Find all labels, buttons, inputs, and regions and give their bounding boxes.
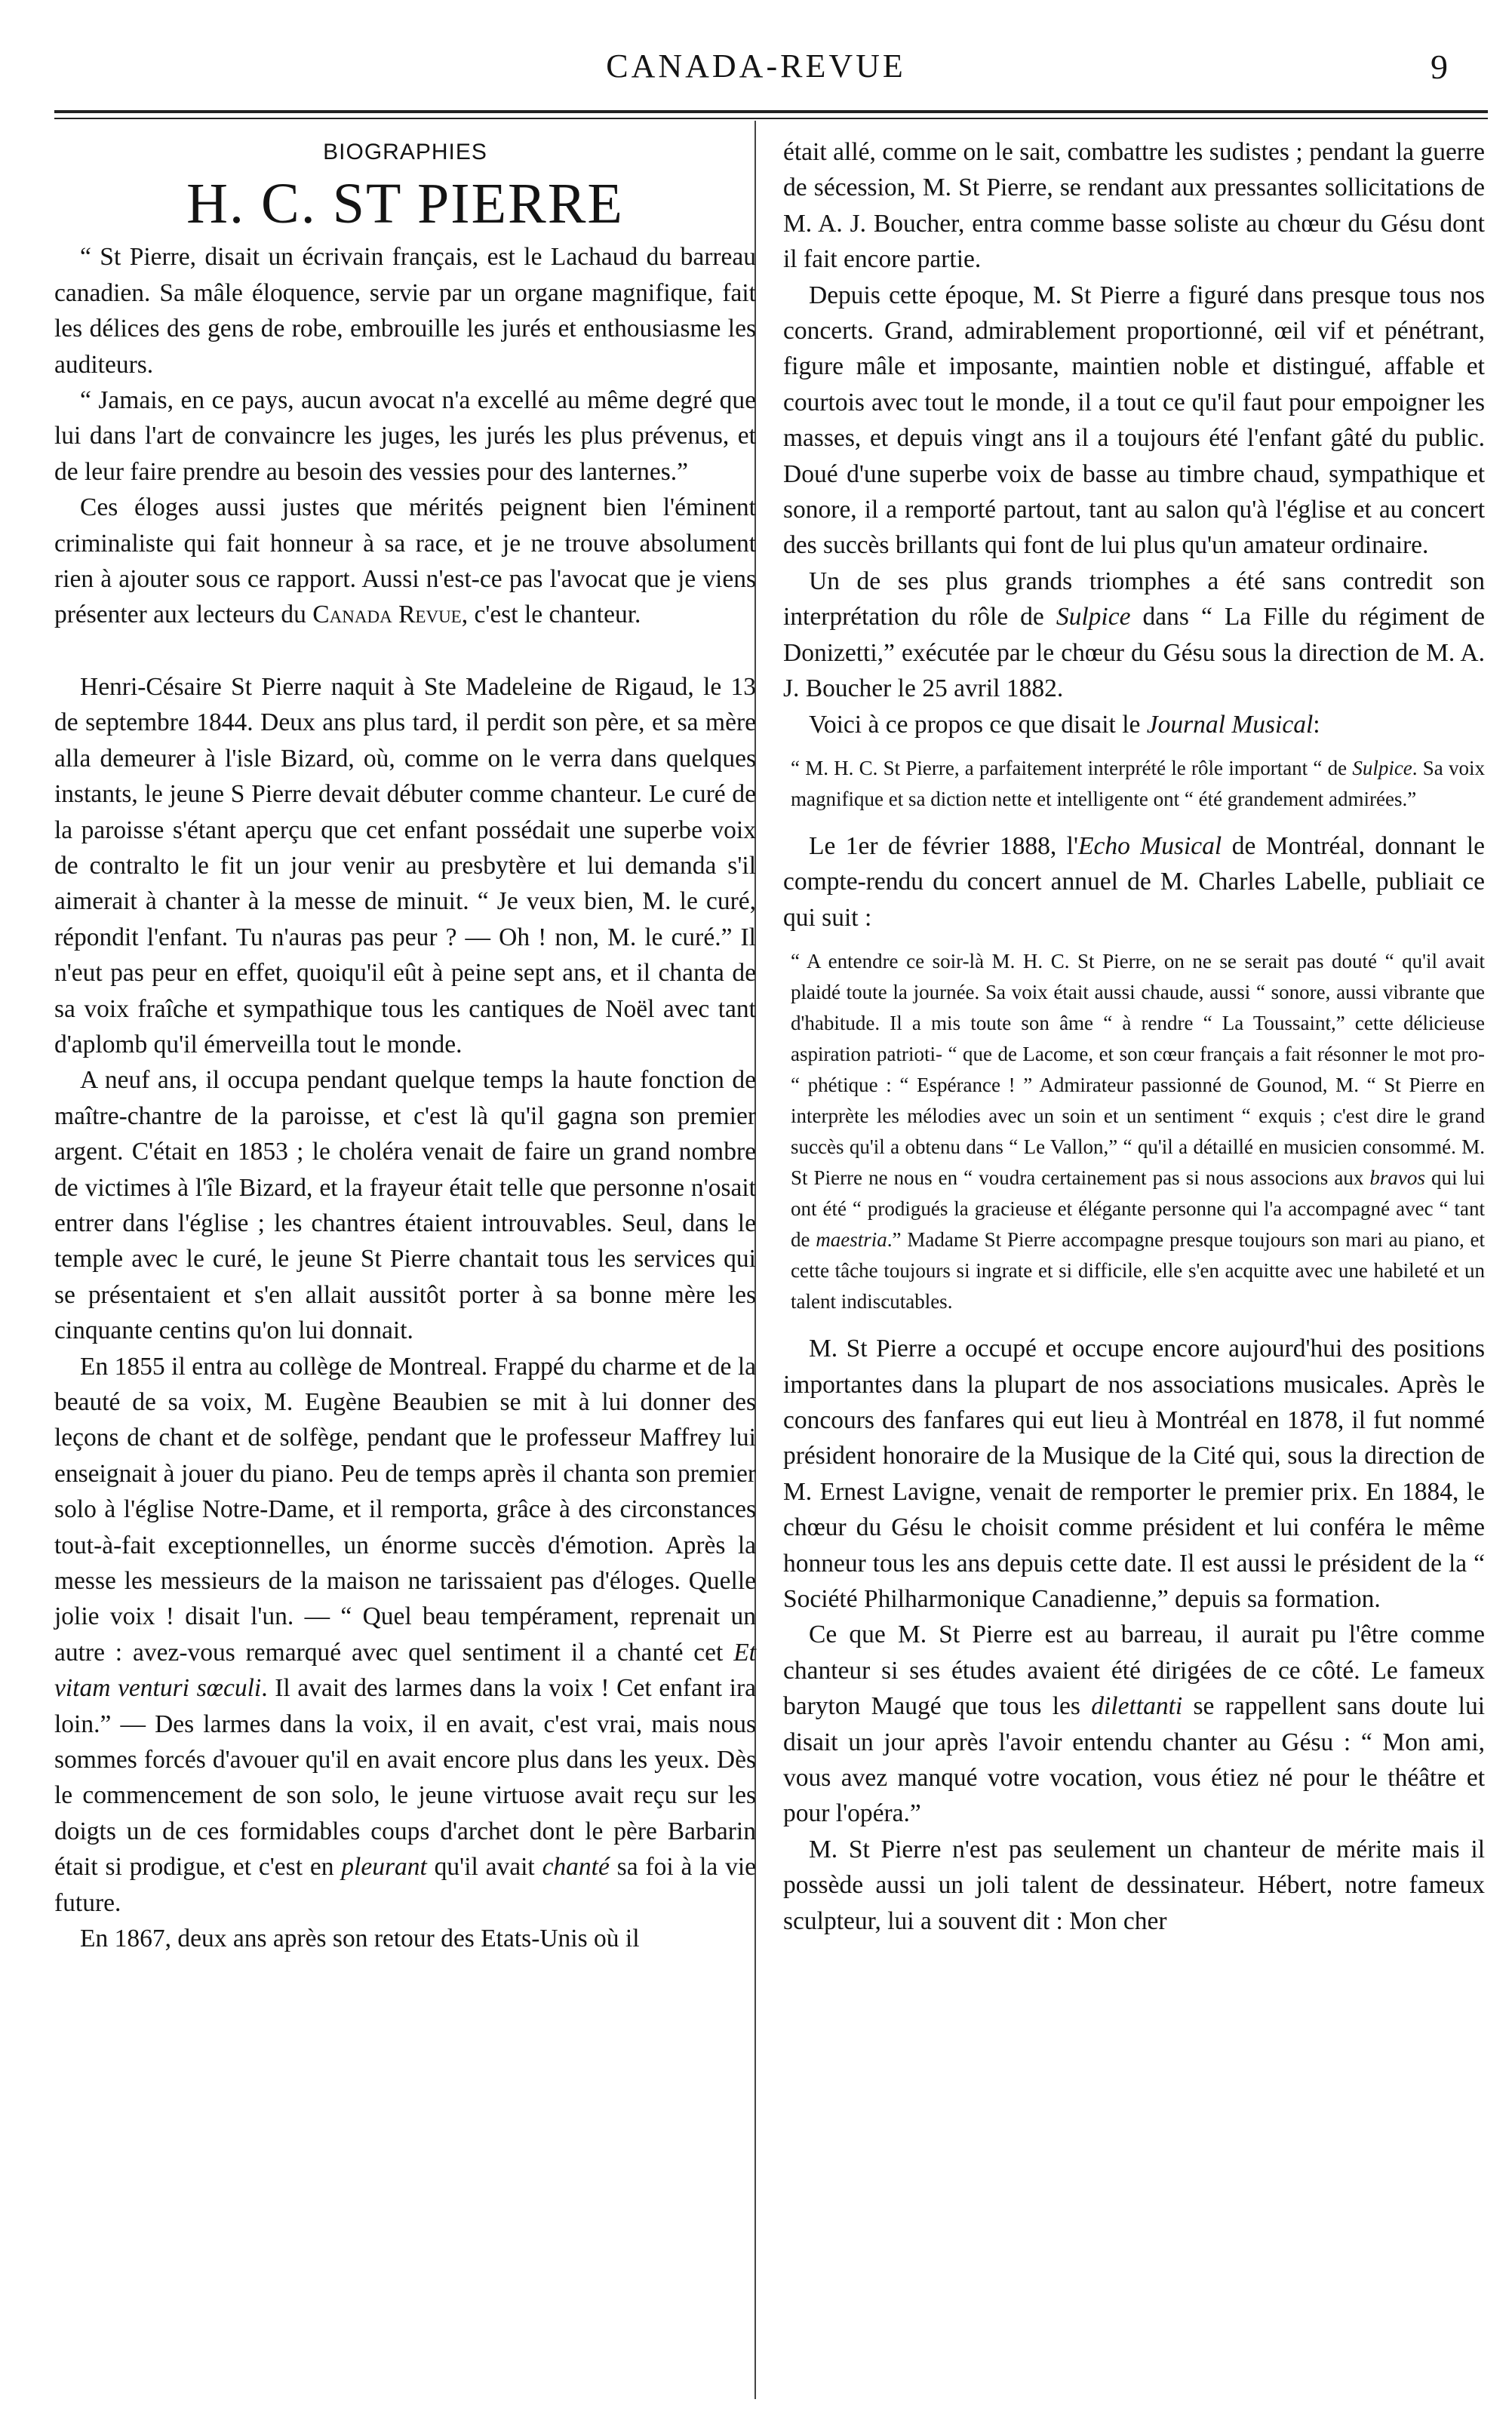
text: En 1855 il entra au collège de Montreal. Frappé du charme et de la beauté de sa voix, M. Eugène Beaubien se mit à lui donner des leçons de chant et de solfège, pendant que le professeur Maffrey lui enseignait à jouer du piano. Peu de temps après il chanta son premier solo à l'église Notre-Dame, et il remporta, grâce à des circonstances tout-à-fait exceptionnelles, un énorme succès d'émotion. Après la messe les messieurs de la maison ne tarissaient pas d'éloges. Quelle jolie voix ! disait l'un. — “ Quel beau tempérament, reprenait un autre : avez-vous remarqué avec quel sentiment il a chanté cet bbox=[54, 1352, 756, 1667]
paragraph: “ Jamais, en ce pays, aucun avocat n'a excellé au même degré que lui dans l'art de convaincre les juges, les jurés les plus prévenus, et de leur faire prendre au besoin des vessies pour des lanternes.” bbox=[54, 386, 756, 486]
text: “ A entendre ce soir-là M. H. C. St Pierre, on ne se serait pas douté “ qu'il avait plaidé toute la journée. Sa voix était aussi chaude, aussi “ sonore, aussi vibrante que d'habitude. Il a mis toute son âme “ à rendre “ La Toussaint,” cette délicieuse aspiration patrioti- “ que de Lacome, et son cœur français a fait résonner le mot pro- “ phétique : “ Espérance ! ” Admirateur passionné de Gounod, M. “ St Pierre en interprète les mélodies avec un soin et un sentiment “ exquis ; c'est dire le grand succès qu'il a obtenu dans “ Le Vallon,” “ qu'il a détaillé en musicien consommé. M. St Pierre ne nous en “ voudra certainement pas si nous associons aux bbox=[791, 950, 1485, 1190]
italic-text: Et vitam venturi sœculi bbox=[54, 1638, 756, 1703]
text: se rappellent sans doute lui disait un jour après l'avoir entendu chanter au Gésu : “ Mon ami, vous avez manqué votre vocation, vous étiez né pour le théâtre et pour l'opéra.” bbox=[783, 1692, 1486, 1828]
text: de Montréal, donnant le compte-rendu du concert annuel de M. Charles Labelle, publiait ce qui suit : bbox=[783, 831, 1485, 932]
paragraph: M. St Pierre a occupé et occupe encore aujourd'hui des positions importantes dans la plupart de nos associations musicales. Après le concours des fanfares qui eut lieu à Montréal en 1878, il fut nommé président honoraire de la Musique de la Cité qui, sous la direction de M. Ernest Lavigne, venait de remporter le premier prix. En 1884, le chœur du Gésu le choisit comme président et lui conféra le même honneur tous les ans depuis cette date. Il est aussi le président de la “ Société Philharmonique Canadienne,” depuis sa formation. bbox=[783, 1335, 1485, 1613]
header-rule bbox=[54, 110, 1488, 113]
page-header bbox=[0, 47, 1512, 100]
text: “ M. H. C. St Pierre, a parfaitement interprété le rôle important “ de bbox=[791, 756, 1348, 779]
paragraph bbox=[783, 707, 1485, 742]
left-column bbox=[54, 134, 756, 1957]
text: , c'est le chanteur. bbox=[461, 601, 641, 629]
paragraph: Depuis cette époque, M. St Pierre a figuré dans presque tous nos concerts. Grand, admirablement proportionné, œil vif et pénétrant, figure mâle et imposante, maintien noble et distingué, affable et courtois avec tout le monde, il a tout ce qu'il faut pour empoigner les masses, et depuis vingt ans il a toujours été l'enfant gâté du public. Doué d'une superbe voix de basse au timbre chaud, sympathique et sonore, il a remporté partout, tant au salon qu'à l'église et au concert des succès brillants qui font de lui plus qu'un amateur ordinaire. bbox=[783, 281, 1485, 560]
text: dans “ La Fille du régiment de Donizetti,” exécutée par le chœur du Gésu sous la direction de M. A. J. Boucher le 25 avril 1882. bbox=[783, 603, 1485, 703]
text: Le 1er de février 1888, l' bbox=[809, 831, 1079, 860]
text: Ces éloges aussi justes que mérités peignent bien l'éminent criminaliste qui fait honneur à sa race, et je ne trouve absolument rien à ajouter sous ce rapport. Aussi n'est-ce pas l'avocat que je viens présenter aux lecteurs du bbox=[54, 493, 756, 629]
italic-text: Sulpice bbox=[1056, 603, 1131, 631]
italic-text: Echo Musical bbox=[1078, 831, 1222, 860]
text: Un de ses plus grands triomphes a été sans contredit son interprétation du rôle de bbox=[783, 567, 1485, 631]
section-label: BIOGRAPHIES bbox=[323, 140, 487, 164]
text: Ce que M. St Pierre est au barreau, il aurait pu l'être comme chanteur si ses études avaient été dirigées de ce côté. Le fameux baryton Maugé que tous les bbox=[783, 1621, 1485, 1721]
right-column bbox=[783, 134, 1485, 1939]
paragraph: En 1867, deux ans après son retour des Etats-Unis où il bbox=[80, 1925, 640, 1953]
italic-text: bravos bbox=[1369, 1166, 1425, 1190]
article-title: H. C. ST PIERRE bbox=[186, 172, 624, 236]
paragraph bbox=[54, 1349, 756, 1922]
quotation bbox=[783, 946, 1485, 1317]
text: qui lui ont été “ prodigués la gracieuse et élégante personne qui l'a accompagné avec “ tant de bbox=[791, 1166, 1485, 1252]
text: sa foi à la vie future. bbox=[54, 1853, 757, 1917]
paragraph bbox=[54, 490, 756, 633]
paragraph bbox=[783, 828, 1485, 935]
italic-text: maestria bbox=[816, 1228, 887, 1252]
italic-text: Sulpice bbox=[1352, 756, 1412, 779]
text: .” Madame St Pierre accompagne presque toujours son mari au piano, et cette tâche toujours si ingrate et si difficile, elle s'en acquitte avec une habileté et un talent indiscutables. bbox=[791, 1228, 1485, 1313]
paragraph: “ St Pierre, disait un écrivain français, est le Lachaud du barreau canadien. Sa mâle éloquence, servie par un organe magnifique, fait les délices des gens de robe, embrouille les jurés et enthousiasme les auditeurs. bbox=[54, 243, 756, 379]
journal-name: Canada Revue bbox=[312, 601, 462, 629]
quotation bbox=[783, 753, 1485, 815]
italic-text: Journal Musical bbox=[1146, 710, 1314, 739]
text: : bbox=[1313, 710, 1320, 739]
text: Voici à ce propos ce que disait le bbox=[809, 710, 1141, 739]
text: . Il avait des larmes dans la voix ! Cet enfant ira loin.” — Des larmes dans la voix, il en avait, c'est vrai, mais nous sommes forcés d'avouer qu'il en avait encore plus dans les yeux. Dès le commencement de son solo, le jeune virtuose avait reçu sur les doigts un de ces formidables coups d'archet dont le père Barbarin était si prodigue, et c'est en bbox=[54, 1674, 756, 1882]
italic-text: chanté bbox=[542, 1853, 610, 1882]
italic-text: pleurant bbox=[341, 1853, 427, 1882]
header-rule-thin bbox=[54, 118, 1488, 119]
text: . Sa voix magnifique et sa diction nette et intelligente ont “ été grandement admirées.” bbox=[791, 756, 1485, 810]
paragraph: M. St Pierre n'est pas seulement un chanteur de mérite mais il possède aussi un joli talent de dessinateur. Hébert, notre fameux sculpteur, lui a souvent dit : Mon cher bbox=[783, 1835, 1485, 1935]
text: qu'il avait bbox=[434, 1853, 535, 1882]
italic-text: dilettanti bbox=[1091, 1692, 1183, 1721]
running-title: CANADA-REVUE bbox=[606, 48, 906, 84]
paragraph: était allé, comme on le sait, combattre les sudistes ; pendant la guerre de sécession, M. St Pierre, se rendant aux pressantes sollicitations de M. A. J. Boucher, entra comme basse soliste au chœur du Gésu dont il fait encore partie. bbox=[783, 138, 1485, 274]
paragraph: A neuf ans, il occupa pendant quelque temps la haute fonction de maître-chantre de la paroisse, et c'est là qu'il gagna son premier argent. C'était en 1853 ; le choléra venait de faire un grand nombre de victimes à l'île Bizard, et la frayeur était telle que personne n'osait entrer dans l'église ; les chantres étaient introuvables. Seul, dans le temple avec le curé, le jeune St Pierre chantait tous les services qui se présentaient et s'en allait aussitôt porter à sa bonne mère les cinquante centins qu'on lui donnait. bbox=[54, 1066, 756, 1345]
paragraph bbox=[783, 564, 1485, 707]
page-number: 9 bbox=[1431, 48, 1448, 86]
paragraph: Henri-Césaire St Pierre naquit à Ste Madeleine de Rigaud, le 13 de septembre 1844. Deux ans plus tard, il perdit son père, et sa mère alla demeurer à l'isle Bizard, où, comme on le verra dans quelques instants, le jeune S Pierre devait débuter comme chanteur. Le curé de la paroisse s'étant aperçu que cet enfant possédait une superbe voix de contralto le fit un jour venir au presbytère et lui demanda s'il aimerait à chanter à la messe de minuit. “ Je veux bien, M. le curé, répondit l'enfant. Tu n'auras pas peur ? — Oh ! non, M. le curé.” Il n'eut pas peur en effet, quoiqu'il eût à peine sept ans, et il chanta de sa voix fraîche et sympathique tous les cantiques de Noël avec tant d'aplomb qu'il émerveilla tout le monde. bbox=[54, 672, 756, 1058]
paragraph bbox=[783, 1617, 1485, 1831]
